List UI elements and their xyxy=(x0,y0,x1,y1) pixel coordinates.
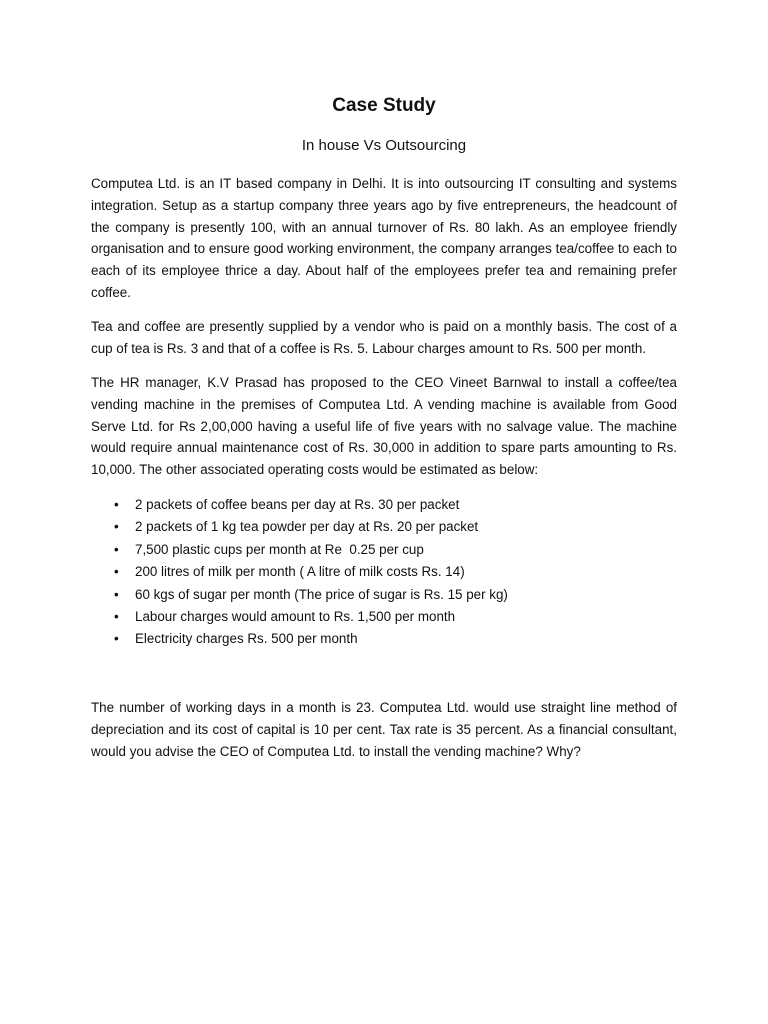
list-item: • 200 litres of milk per month ( A litre of milk costs Rs. 14) xyxy=(91,561,677,583)
bullet-icon: • xyxy=(114,586,119,602)
operating-costs-list xyxy=(91,494,677,651)
bullet-icon: • xyxy=(114,497,119,512)
paragraph-company-intro: Computea Ltd. is an IT based company in Delhi. It is into outsourcing IT consulting and systems integration. Setup as a startup company three years ago by five entrepreneurs, the headcount of the company is presently 100, with an annual turnover of Rs. 80 lakh. As an employee friendly organisation and to ensure good working environment, the company arranges tea/coffee to each to each of its employee thrice a day. About half of the employees prefer tea and remaining prefer coffee. xyxy=(91,176,677,300)
paragraph-current-supply: Tea and coffee are presently supplied by a vendor who is paid on a monthly basis. The cost of a cup of tea is Rs. 3 and that of a coffee is Rs. 5. Labour charges amount to Rs. 500 per month. xyxy=(91,319,677,356)
bullet-icon: • xyxy=(114,609,119,625)
bullet-icon: • xyxy=(114,631,119,647)
paragraph-vending-proposal: The HR manager, K.V Prasad has proposed to the CEO Vineet Barnwal to install a coffee/tea vending machine in the premises of Computea Ltd. A vending machine is available from Good Serve Ltd. for Rs 2,00,000 having a useful life of five years with no salvage value. The machine would require annual maintenance cost of Rs. 30,000 in addition to spare parts amounting to Rs. 10,000. The other associated operating costs would be estimated as below: xyxy=(91,375,677,478)
bullet-icon: • xyxy=(114,564,119,580)
list-item: • 2 packets of 1 kg tea powder per day at Rs. 20 per packet xyxy=(91,516,677,538)
list-item: • Labour charges would amount to Rs. 1,500 per month xyxy=(91,606,677,628)
page-title: Case Study xyxy=(332,95,436,116)
list-item: • 7,500 plastic cups per month at Re 0.25 per cup xyxy=(91,539,677,561)
list-item: • 60 kgs of sugar per month (The price of sugar is Rs. 15 per kg) xyxy=(91,584,677,606)
bullet-icon: • xyxy=(114,541,119,557)
paragraph-question: The number of working days in a month is 23. Computea Ltd. would use straight line method of depreciation and its cost of capital is 10 per cent. Tax rate is 35 percent. As a financial consultant, would you advise the CEO of Computea Ltd. to install the vending machine? Why? xyxy=(91,700,677,759)
bullet-icon: • xyxy=(114,519,119,535)
list-item: • Electricity charges Rs. 500 per month xyxy=(91,628,677,650)
list-item: • 2 packets of coffee beans per day at Rs. 30 per packet xyxy=(91,494,677,516)
page-subtitle: In house Vs Outsourcing xyxy=(301,137,467,154)
